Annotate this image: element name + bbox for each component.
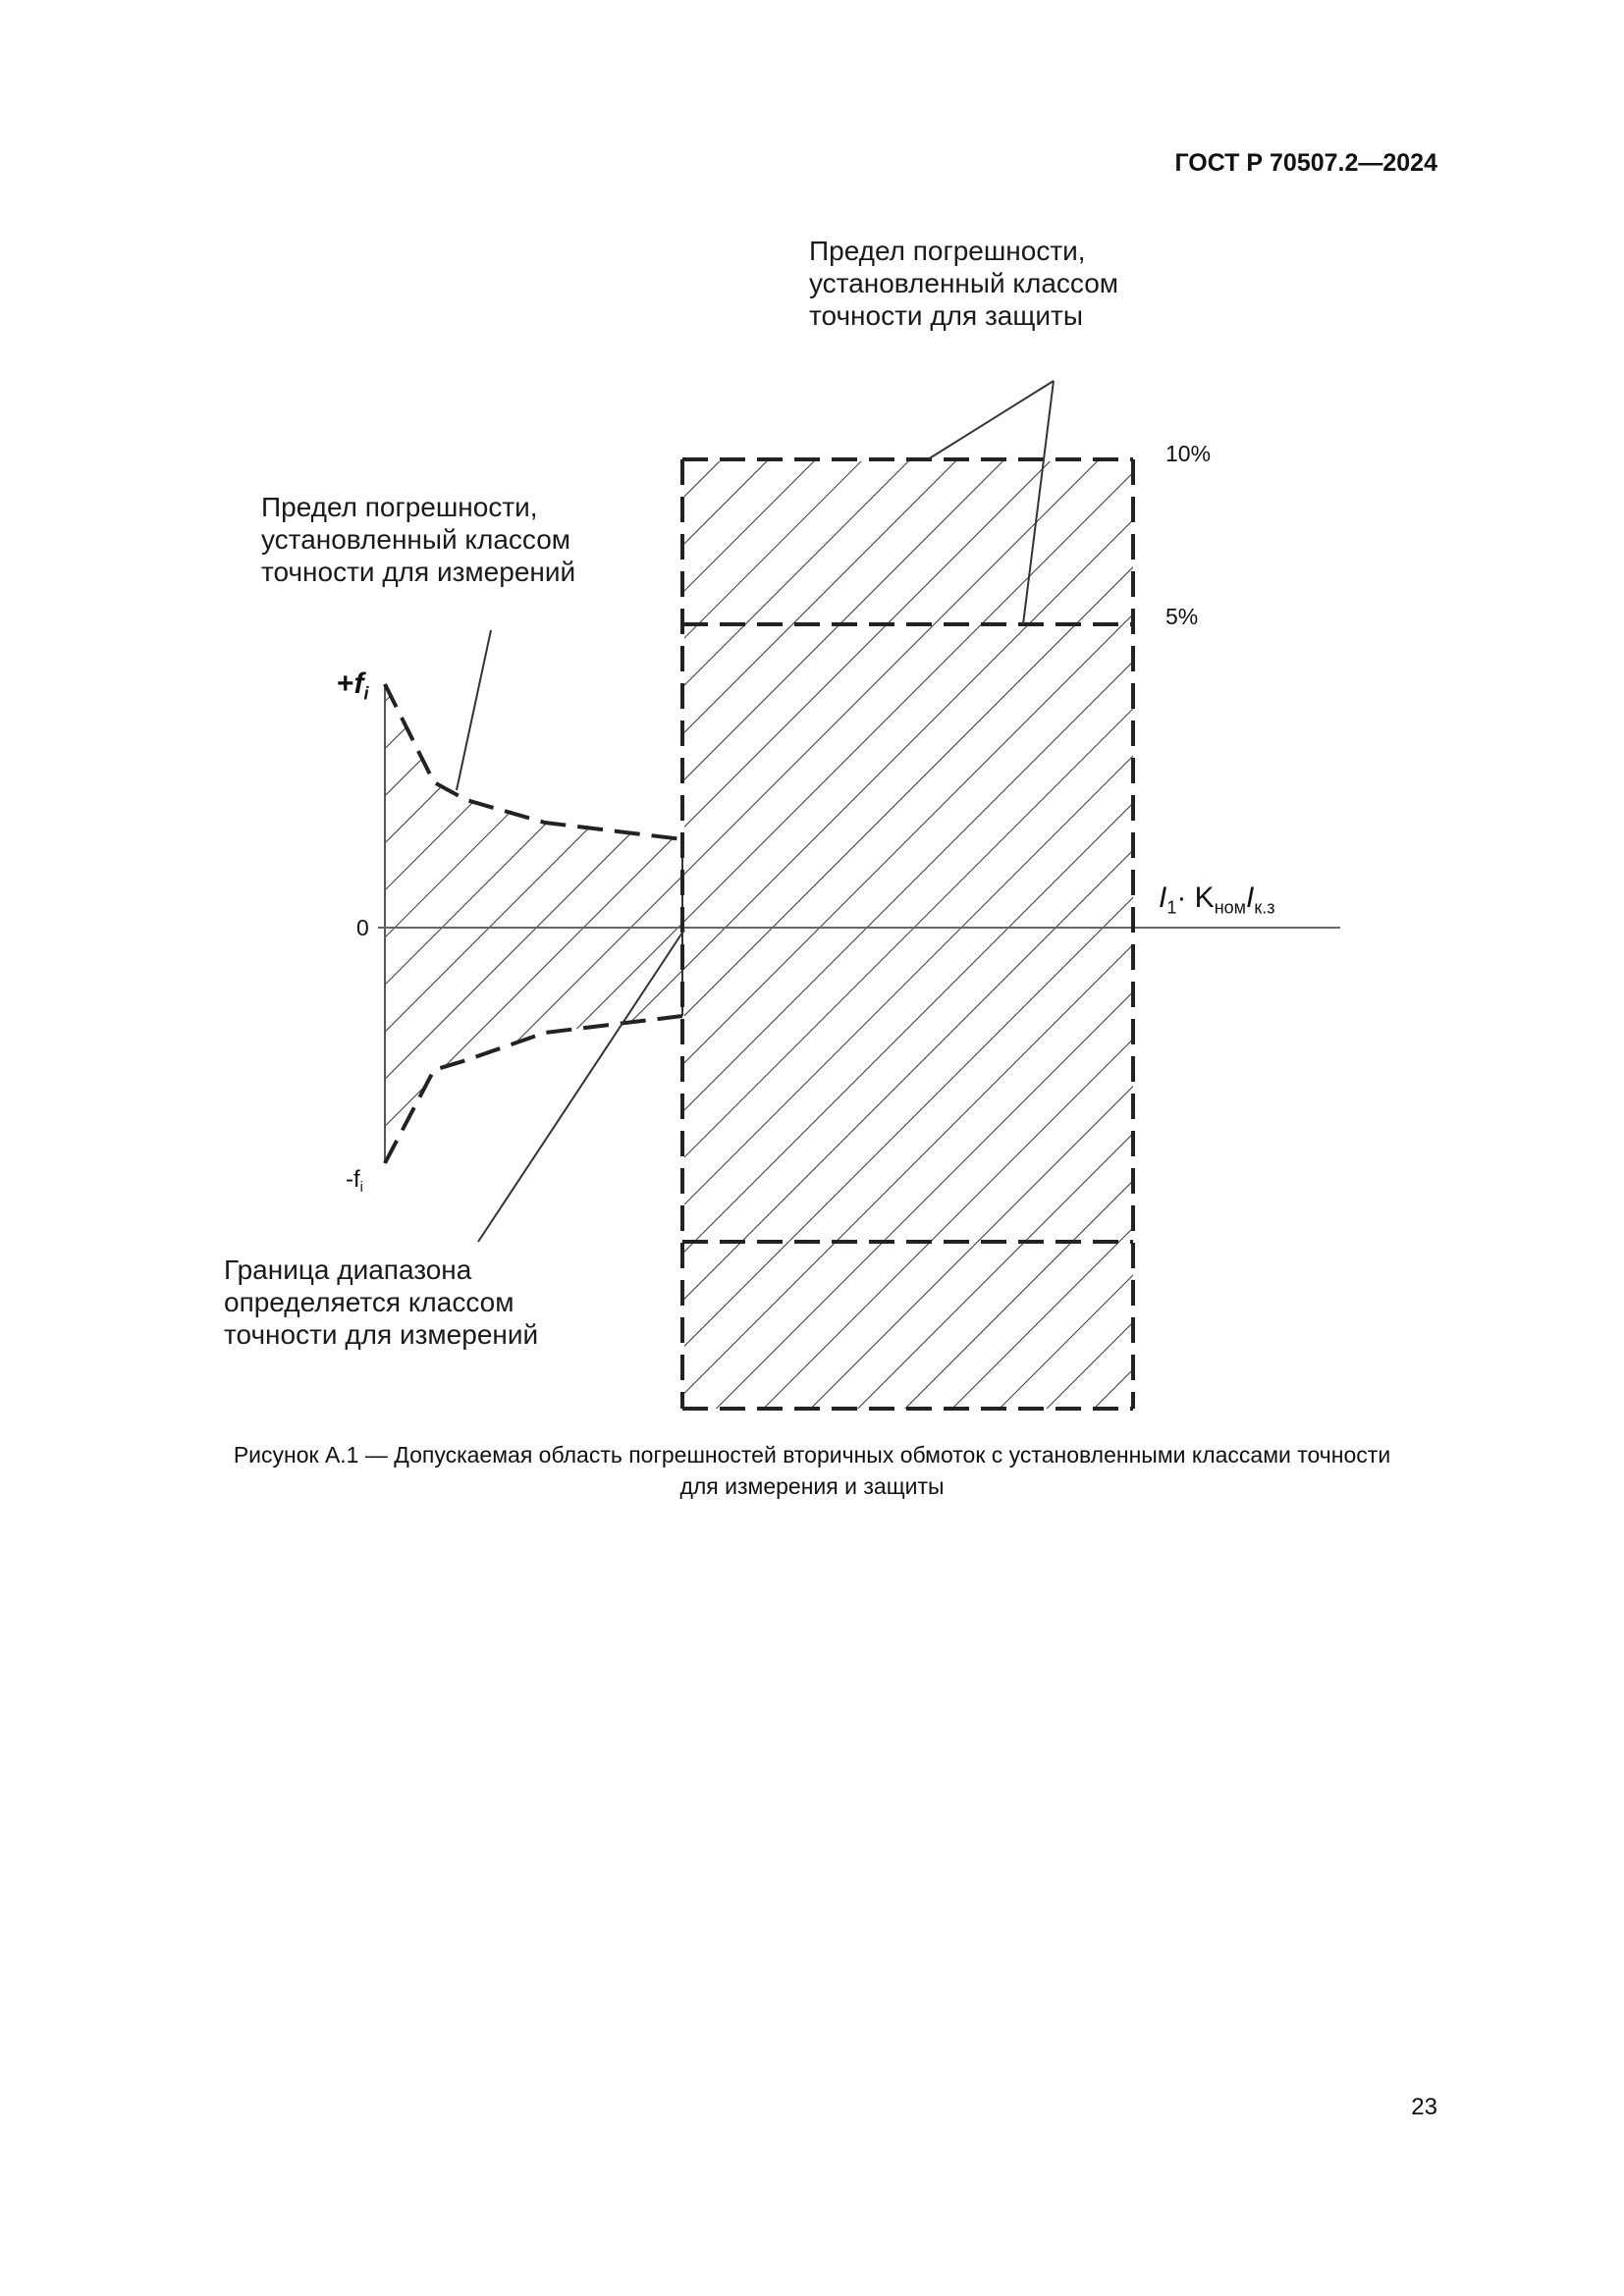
plus-fi-label: $+f_i$ — [337, 667, 369, 704]
minus-fi-label: $-f_i$ — [346, 1166, 363, 1197]
x-axis-label: $I_1\cdot K_{ном}I_{к.з}$ — [1159, 881, 1275, 918]
protection-region-hatch — [684, 461, 1133, 1409]
leader-measurement — [457, 630, 491, 790]
page-number: 23 — [1411, 2094, 1437, 2120]
leader-protection-a — [928, 381, 1054, 459]
level-5-label: 5% — [1165, 604, 1199, 629]
level-10-label: 10% — [1165, 441, 1212, 466]
measurement-limit-label: Предел погрешности, установленный классом точности для измерений — [261, 492, 576, 587]
document-id: ГОСТ Р 70507.2—2024 — [1174, 149, 1437, 177]
protection-limit-label: Предел погрешности, установленный классом точности для защиты — [809, 236, 1119, 331]
figure-caption: Рисунок А.1 — Допускаемая область погрешностей вторичных обмоток с установленными классами точности для измерения и защиты — [233, 1442, 1391, 1499]
range-boundary-label: Граница диапазона определяется классом точности для измерений — [224, 1255, 539, 1350]
zero-label: 0 — [356, 915, 369, 940]
